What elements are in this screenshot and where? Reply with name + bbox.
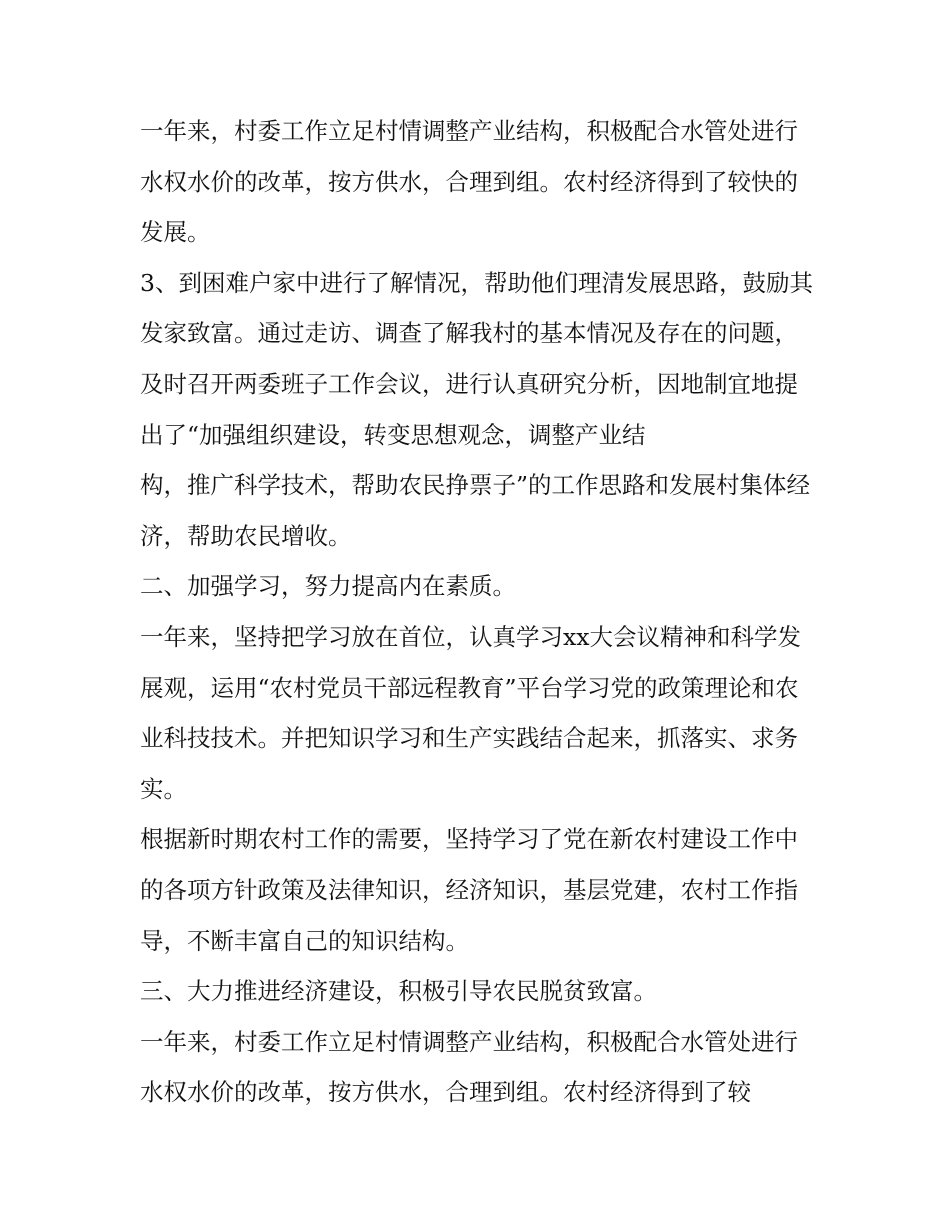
paragraph-2: 3、到困难户家中进行了解情况，帮助他们理清发展思路，鼓励其发家致富。通过走访、调查了解我村的基本情况及存在的问题，及时召开两委班子工作会议，进行认真研究分析，因地制宜地提出了“加强组织建设，转变思想观念，调整产业结 构，推广科学技术，帮助农民挣票子”的工作思路和发展村集体经济，帮助农民增收。 — [140, 268, 813, 550]
paragraph-4: 根据新时期农村工作的需要，坚持学习了党在新农村建设工作中的各项方针政策及法律知识，经济知识，基层党建，农村工作指导，不断丰富自己的知识结构。 — [140, 825, 798, 955]
paragraph-3: 一年来，坚持把学习放在首位，认真学习xx大会议精神和科学发展观，运用“农村党员干部远程教育”平台学习党的政策理论和农业科技技术。并把知识学习和生产实践结合起来，抓落实、求务实。 — [140, 622, 802, 803]
document-body — [140, 106, 820, 1118]
section-heading-2: 二、加强学习，努力提高内在素质。 — [140, 572, 516, 601]
paragraph-1: 一年来，村委工作立足村情调整产业结构，积极配合水管处进行水权水价的改革，按方供水，合理到组。农村经济得到了较快的发展。 — [140, 117, 798, 247]
section-heading-3: 三、大力推进经济建设，积极引导农民脱贫致富。 — [140, 977, 657, 1006]
paragraph-5: 一年来，村委工作立足村情调整产业结构，积极配合水管处进行水权水价的改革，按方供水，合理到组。农村经济得到了较 — [140, 1027, 798, 1107]
